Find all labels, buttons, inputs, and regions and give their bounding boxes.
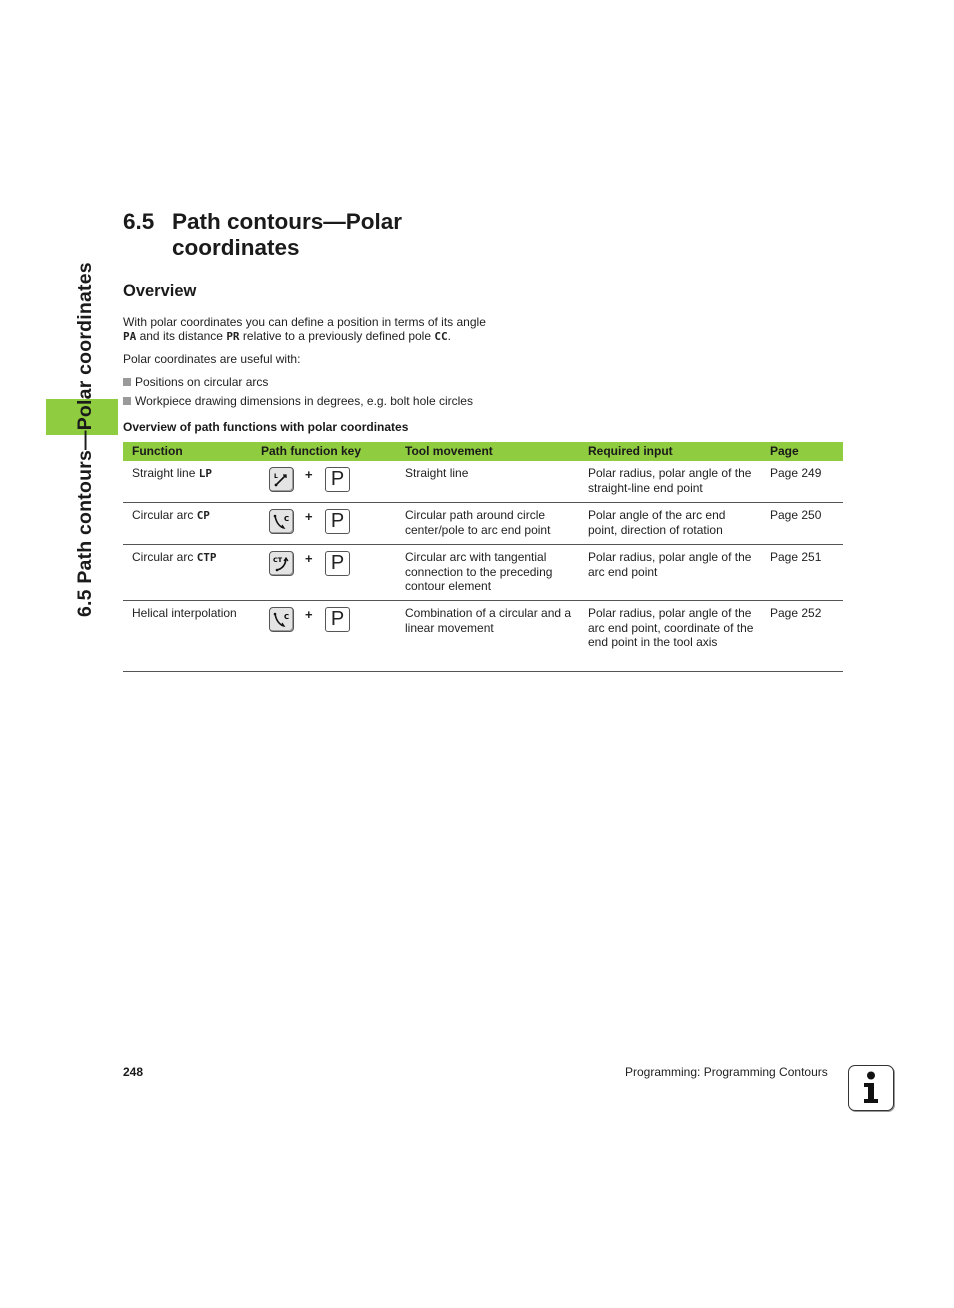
table-row <box>123 601 843 672</box>
line-key-icon <box>269 467 294 492</box>
title-line-1: Path contours—Polar <box>172 209 403 234</box>
p-key: P <box>325 467 350 492</box>
svg-text:CT: CT <box>273 556 283 564</box>
page-number: 248 <box>123 1065 144 1079</box>
title-line-2: coordinates <box>172 235 300 260</box>
section-heading: Overview <box>123 282 197 300</box>
p-key: P <box>325 509 350 534</box>
bullet-item: Workpiece drawing dimensions in degrees, e.g. bolt hole circles <box>123 394 473 408</box>
circle-key-icon <box>269 509 294 534</box>
p-key: P <box>325 607 350 632</box>
chapter-footer: Programming: Programming Contours <box>625 1065 828 1079</box>
intro-line-1: With polar coordinates you can define a position in terms of its angle <box>123 315 486 329</box>
table-caption: Overview of path functions with polar coordinates <box>123 420 409 434</box>
tangent-arc-key-icon <box>269 551 294 576</box>
input-cell: Polar radius, polar angle of the straight-line end point <box>588 466 752 495</box>
header-movement: Tool movement <box>405 444 493 458</box>
page-title <box>123 209 402 261</box>
side-chapter-title: 6.5 Path contours—Polar coordinates <box>74 262 96 617</box>
page-cell: Page 252 <box>770 606 822 620</box>
key-combo: C + P <box>269 607 379 633</box>
header-key: Path function key <box>261 444 362 458</box>
page-cell: Page 251 <box>770 550 822 564</box>
page-cell: Page 249 <box>770 466 822 480</box>
function-cell: Straight line LP <box>132 466 212 480</box>
path-functions-table <box>123 442 843 672</box>
svg-text:C: C <box>284 613 290 621</box>
input-cell: Polar radius, polar angle of the arc end point <box>588 550 752 579</box>
input-cell: Polar angle of the arc end point, direction of rotation <box>588 508 726 537</box>
table-row <box>123 545 843 601</box>
movement-cell: Circular arc with tangential connection to the preceding contour element <box>405 550 553 593</box>
svg-text:L: L <box>274 473 278 480</box>
movement-cell: Circular path around circle center/pole to arc end point <box>405 508 551 537</box>
useful-text: Polar coordinates are useful with: <box>123 352 301 366</box>
header-input: Required input <box>588 444 673 458</box>
svg-text:C: C <box>284 515 290 523</box>
key-combo: L + P <box>269 467 379 493</box>
info-icon[interactable] <box>848 1065 894 1111</box>
circle-key-icon <box>269 607 294 632</box>
table-header <box>123 442 843 461</box>
intro-paragraph: With polar coordinates you can define a position in terms of its angle PA and its distance PR relative to a previously defined pole CC. <box>123 315 486 343</box>
function-cell: Circular arc CP <box>132 508 210 522</box>
cc-code: CC <box>434 330 448 343</box>
pa-code: PA <box>123 330 137 343</box>
function-cell: Helical interpolation <box>132 606 237 620</box>
header-function: Function <box>132 444 183 458</box>
bullet-item: Positions on circular arcs <box>123 375 268 389</box>
header-page: Page <box>770 444 799 458</box>
movement-cell: Straight line <box>405 466 469 480</box>
page-cell: Page 250 <box>770 508 822 522</box>
p-key: P <box>325 551 350 576</box>
section-number: 6.5 <box>123 209 155 234</box>
input-cell: Polar radius, polar angle of the arc end point, coordinate of the end point in the tool axis <box>588 606 754 649</box>
table-row <box>123 461 843 503</box>
movement-cell: Combination of a circular and a linear movement <box>405 606 572 635</box>
table-row <box>123 503 843 545</box>
key-combo: C + P <box>269 509 379 535</box>
function-cell: Circular arc CTP <box>132 550 217 564</box>
pr-code: PR <box>226 330 240 343</box>
key-combo: CT + P <box>269 551 379 577</box>
